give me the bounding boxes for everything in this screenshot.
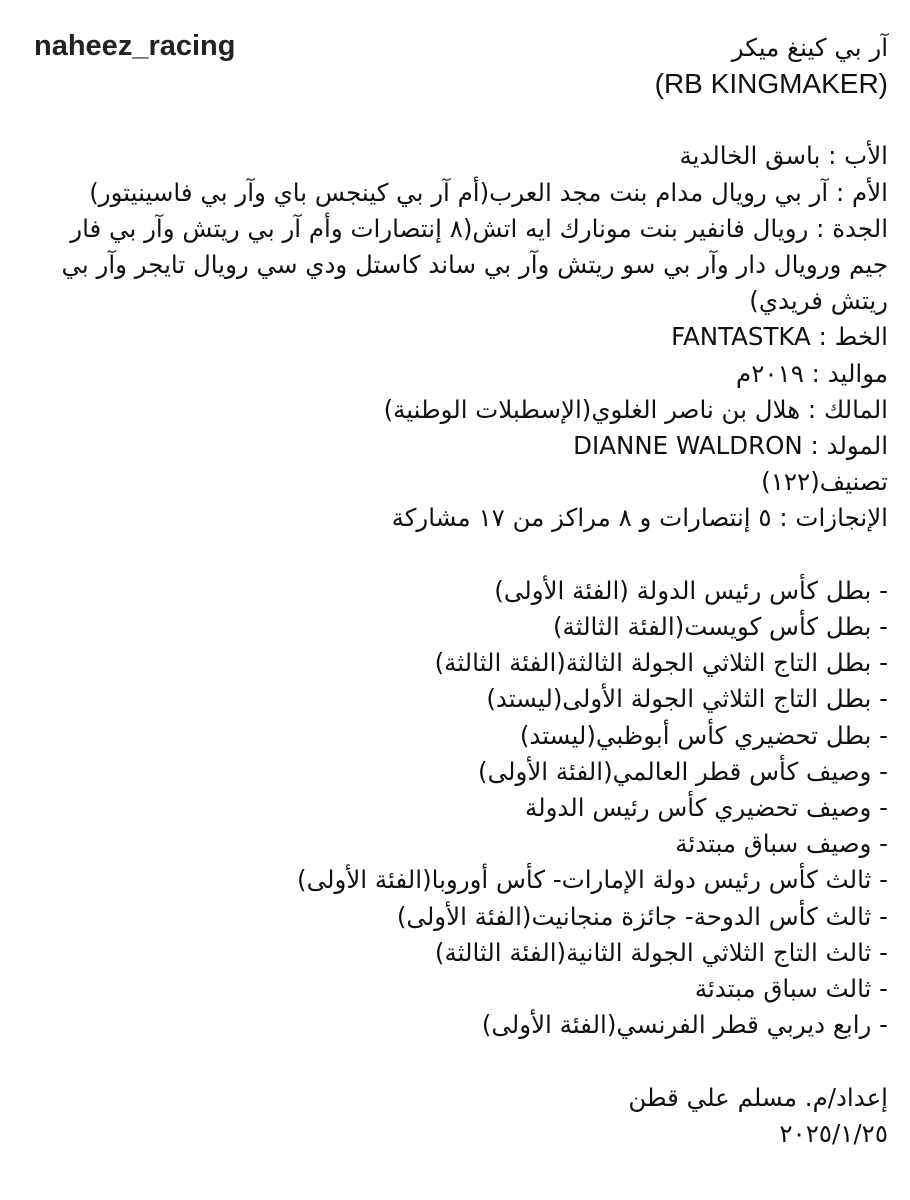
list-item: - وصيف تحضيري كأس رئيس الدولة xyxy=(524,793,888,823)
sire-line: الأب : باسق الخالدية xyxy=(679,141,888,171)
spacer xyxy=(28,1043,888,1079)
birth-year: مواليد : ٢٠١٩م xyxy=(736,358,888,388)
list-item: - بطل تحضيري كأس أبوظبي(ليستد) xyxy=(519,720,888,750)
list-item: - بطل التاج الثلاثي الجولة الأولى(ليستد) xyxy=(486,684,888,714)
list-item: - بطل التاج الثلاثي الجولة الثالثة(الفئة الثالثة) xyxy=(434,648,888,678)
list-item: - ثالث سباق مبتدئة xyxy=(694,974,888,1004)
list-item: - رابع ديربي قطر الفرنسي(الفئة الأولى) xyxy=(481,1010,888,1040)
list-item: - ثالث كأس الدوحة- جائزة منجانيت(الفئة الأولى) xyxy=(396,901,888,931)
spacer xyxy=(28,102,888,138)
list-item: - وصيف كأس قطر العالمي(الفئة الأولى) xyxy=(478,756,888,786)
horse-name-arabic: آر بي كينغ ميكر xyxy=(731,33,888,62)
list-item: - ثالث كأس رئيس دولة الإمارات- كأس أوروبا(الفئة الأولى) xyxy=(297,865,888,895)
dam-line: الأم : آر بي رويال مدام بنت مجد العرب(أم آر بي كينجس باي وآر بي فاسينيتور) xyxy=(89,177,888,207)
achievements-list xyxy=(28,573,888,1044)
owner-line: المالك : هلال بن ناصر الغلوي(الإسطبلات الوطنية) xyxy=(383,394,888,424)
horse-name-english: (RB KINGMAKER) xyxy=(654,68,888,100)
spacer xyxy=(28,537,888,573)
granddam-line: الجدة : رويال فانفير بنت مونارك ايه اتش(٨ إنتصارات وأم آر بي ريتش وآر بي فار جيم ورويال دار وآر بي سو ريتش وآر بي ساند كاستل ودي سي رويال تايجر وآر بي ريتش فريدي) xyxy=(53,213,888,316)
list-item: - ثالث التاج الثلاثي الجولة الثانية(الفئة الثالثة) xyxy=(434,937,888,967)
post-footer xyxy=(28,1080,888,1152)
author-credit: إعداد/م. مسلم علي قطن xyxy=(628,1082,888,1112)
breeder-line: المولد : DIANNE WALDRON xyxy=(573,431,888,461)
list-item: - بطل كأس رئيس الدولة (الفئة الأولى) xyxy=(494,575,888,605)
line-family: الخط : FANTASTKA xyxy=(671,322,888,352)
achievements-summary: الإنجازات : ٥ إنتصارات و ٨ مراكز من ١٧ مشاركة xyxy=(391,503,888,533)
rating-line: تصنيف(١٢٢) xyxy=(761,467,888,497)
post-date: ٢٠٢٥/١/٢٥ xyxy=(779,1118,888,1148)
pedigree-section xyxy=(28,138,888,536)
account-username[interactable]: naheez_racing xyxy=(34,30,236,62)
list-item: - بطل كأس كويست(الفئة الثالثة) xyxy=(553,612,888,642)
post-text xyxy=(28,30,888,1152)
list-item: - وصيف سباق مبتدئة xyxy=(675,829,888,859)
